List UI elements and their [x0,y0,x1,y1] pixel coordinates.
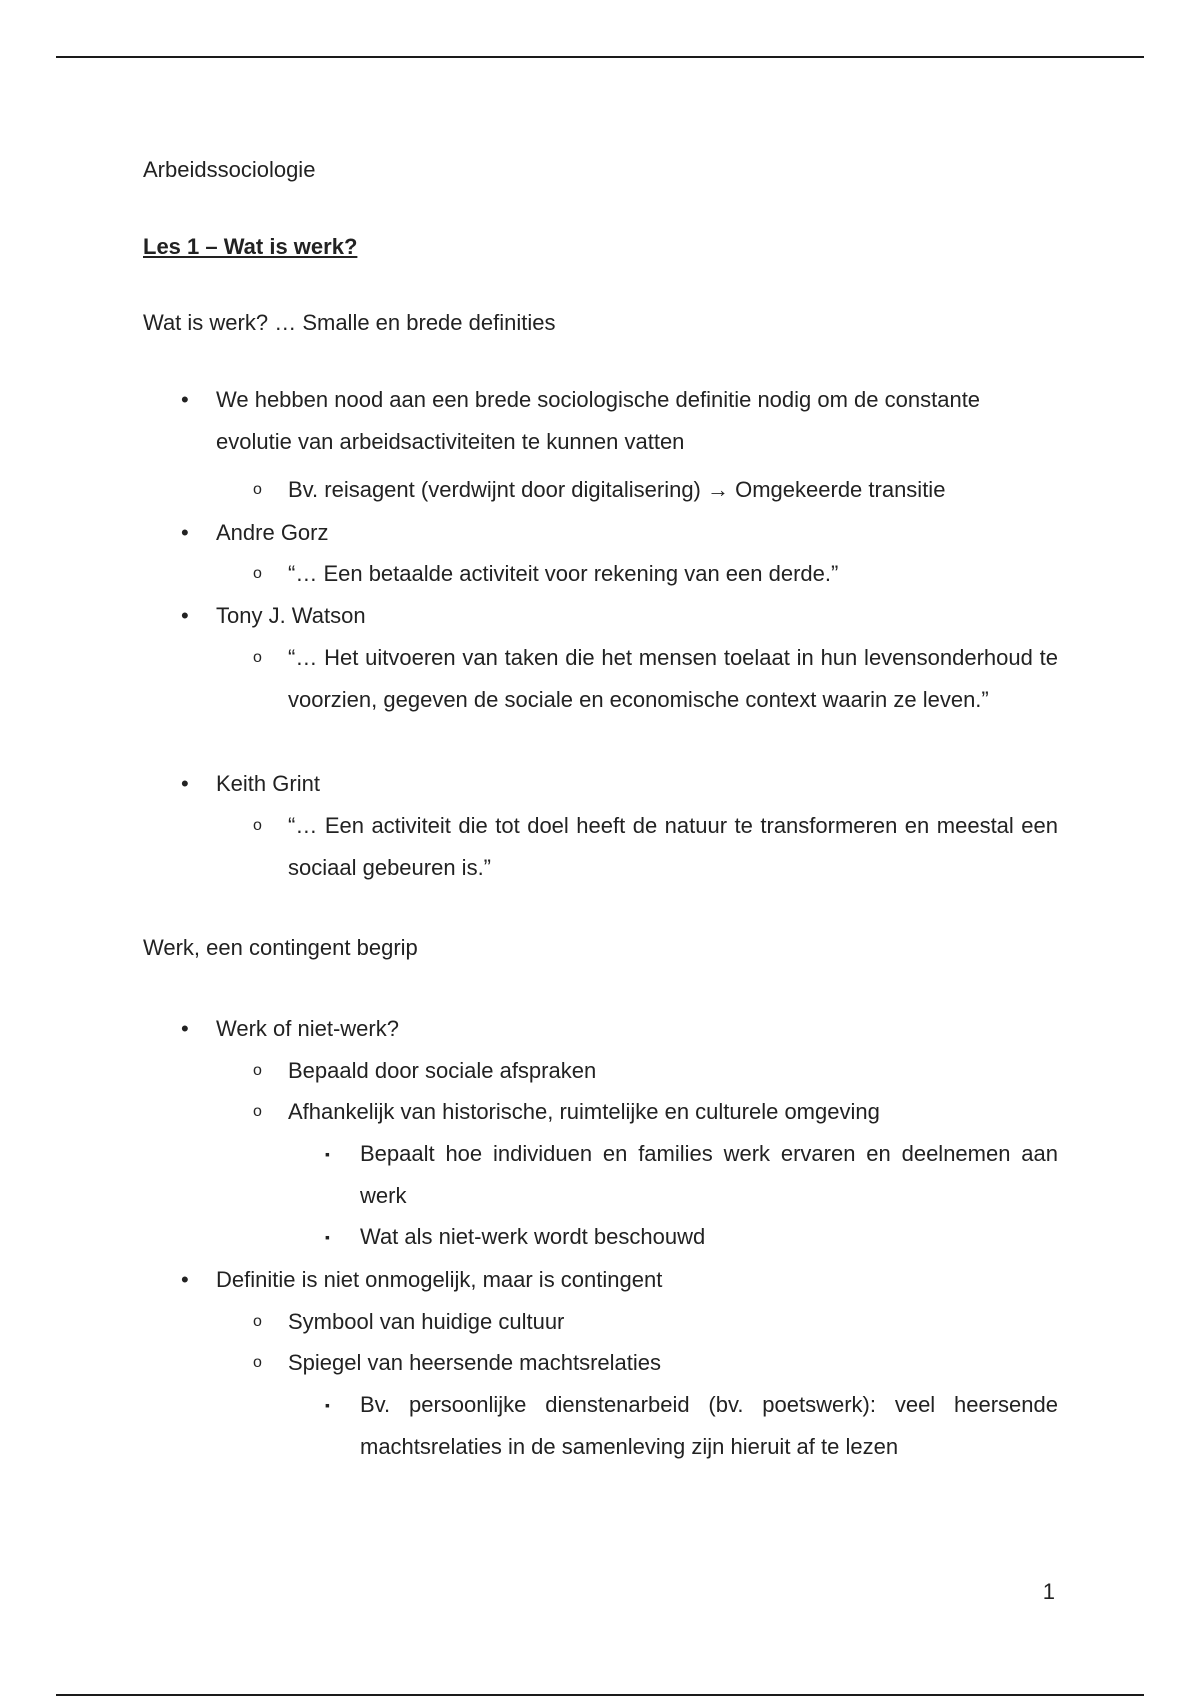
bullet-marker: ▪ [325,1146,330,1162]
list-item-text: Bepaald door sociale afspraken [288,1058,597,1083]
list-item-text: Wat als niet-werk wordt beschouwd [360,1224,706,1249]
bullet-marker: ▪ [325,1229,330,1245]
list-item-text: Spiegel van heersende machtsrelaties [288,1350,662,1375]
course-title: Arbeidssociologie [143,157,316,182]
bullet-marker: • [181,771,189,796]
list-item-text: Keith Grint [216,771,320,796]
list-item-text: “… Een betaalde activiteit voor rekening van een derde.” [288,561,839,586]
bullet-marker: o [253,1354,262,1371]
list-item-text: Symbool van huidige cultuur [288,1309,565,1334]
bullet-marker: o [253,1313,262,1330]
list-item-text: Werk of niet-werk? [216,1016,399,1041]
list-item-text: Tony J. Watson [216,603,366,628]
section-heading: Wat is werk? … Smalle en brede definities [143,310,556,335]
list-item-text: “… Het uitvoeren van taken die het mensen toelaat in hun levensonderhoud te voorzien, gegeven de sociale en economische context waarin ze leven.” [288,645,1058,712]
list-item-text: We hebben nood aan een brede sociologische definitie nodig om de constante evolutie van arbeidsactiviteiten te kunnen vatten [216,387,981,454]
bullet-marker: ▪ [325,1397,330,1413]
bullet-marker: • [181,603,189,628]
bullet-marker: • [181,1016,189,1041]
bullet-marker: o [253,817,262,834]
bullet-marker: • [181,1267,189,1292]
list-item-text: Afhankelijk van historische, ruimtelijke en culturele omgeving [288,1099,880,1124]
list-item-text: Bepaalt hoe individuen en families werk ervaren en deelnemen aan werk [360,1141,1058,1208]
list-item-text: “… Een activiteit die tot doel heeft de natuur te transformeren en meestal een sociaal gebeuren is.” [288,813,1058,880]
list-item-text: Andre Gorz [216,520,329,545]
bullet-marker: o [253,1062,262,1079]
section-heading: Werk, een contingent begrip [143,935,418,960]
footer-rule [56,1694,1144,1696]
header-rule [56,56,1144,58]
bullet-marker: • [181,387,189,412]
bullet-marker: o [253,565,262,582]
bullet-marker: o [253,649,262,666]
bullet-marker: o [253,1103,262,1120]
page-number: 1 [1042,1579,1055,1604]
list-item-text: Bv. persoonlijke dienstenarbeid (bv. poetswerk): veel heersende machtsrelaties in de samenleving zijn hieruit af te lezen [360,1392,1058,1459]
lesson-title: Les 1 – Wat is werk? [143,234,358,259]
bullet-marker: o [253,481,262,498]
list-item-text: Bv. reisagent (verdwijnt door digitalisering) → Omgekeerde transitie [288,477,946,502]
list-item-text: Definitie is niet onmogelijk, maar is contingent [216,1267,663,1292]
bullet-marker: • [181,520,189,545]
